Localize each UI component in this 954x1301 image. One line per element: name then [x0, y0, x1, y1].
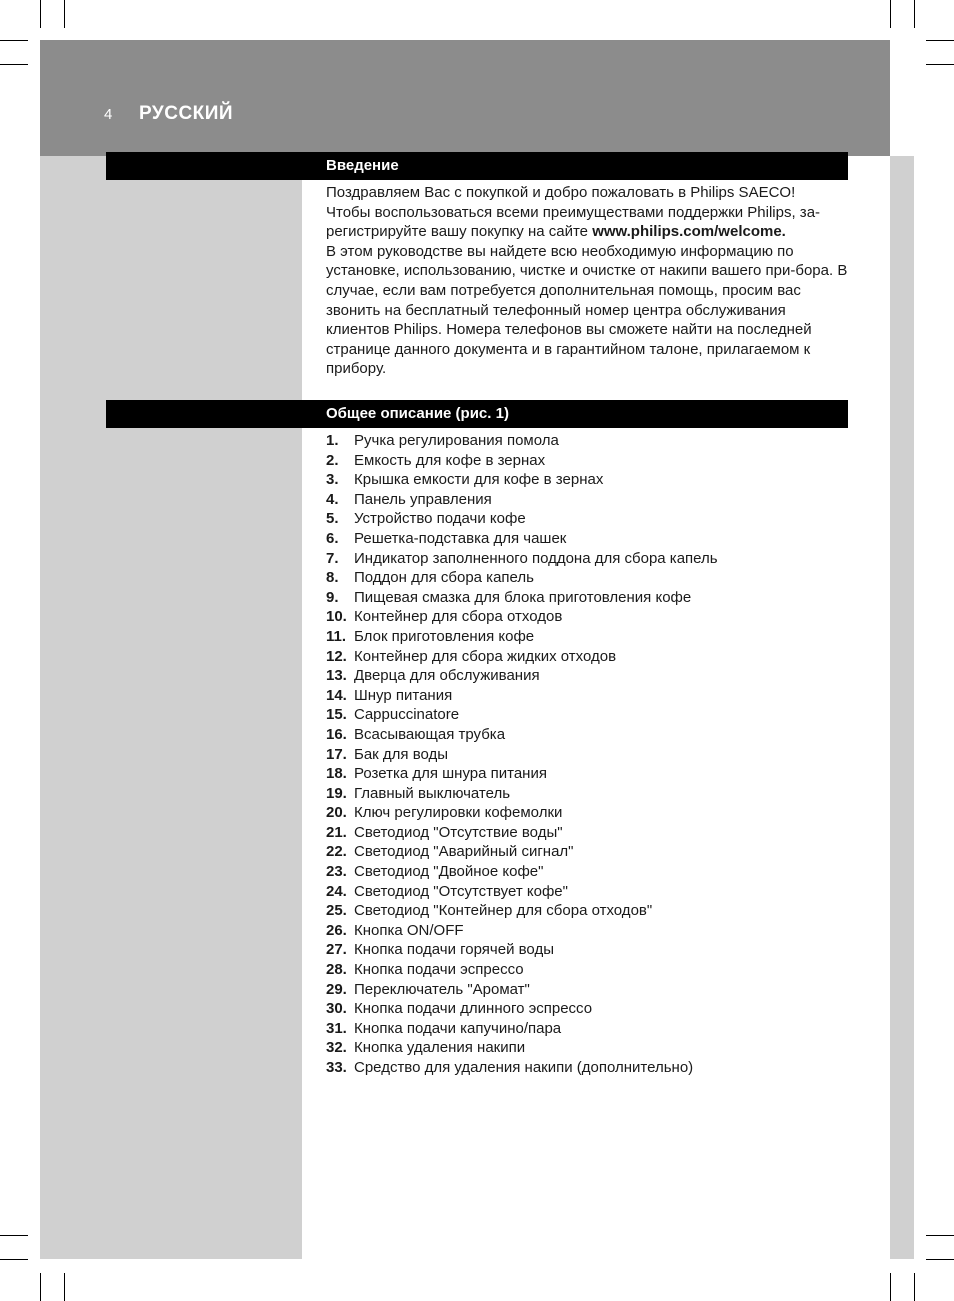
list-item — [326, 568, 718, 588]
list-item — [326, 921, 718, 941]
item-number: 11. — [326, 627, 347, 645]
list-item — [326, 882, 718, 902]
item-text: Кнопка ON/OFF — [354, 921, 464, 939]
list-item — [326, 1019, 718, 1039]
item-text: Средство для удаления накипи (дополнительно) — [354, 1059, 694, 1076]
list-item — [326, 940, 718, 960]
item-text: Кнопка удаления накипи — [354, 1039, 526, 1057]
crop-mark — [40, 0, 41, 28]
item-number: 23. — [326, 863, 347, 881]
item-text: Бак для воды — [354, 745, 449, 763]
crop-mark — [914, 1273, 915, 1301]
item-text: Светодиод "Контейнер для сбора отходов" — [354, 902, 653, 920]
item-text: Кнопка подачи эспрессо — [354, 961, 524, 979]
item-number: 24. — [326, 882, 347, 900]
item-number: 18. — [326, 765, 347, 783]
item-number: 29. — [326, 980, 347, 998]
list-item — [326, 490, 718, 510]
item-number: 10. — [326, 608, 347, 626]
intro-text — [326, 183, 851, 379]
item-number: 14. — [326, 686, 347, 704]
item-text: Крышка емкости для кофе в зернах — [354, 471, 604, 489]
crop-mark — [890, 1273, 891, 1301]
list-item — [326, 901, 718, 921]
list-item — [326, 745, 718, 765]
list-item — [326, 823, 718, 843]
item-text: Шнур питания — [354, 686, 453, 704]
list-item — [326, 588, 718, 608]
list-item — [326, 431, 718, 451]
item-text: Розетка для шнура питания — [354, 765, 547, 783]
item-number: 33. — [326, 1059, 347, 1076]
item-number: 12. — [326, 647, 347, 665]
list-item — [326, 1038, 718, 1058]
item-text: Кнопка подачи горячей воды — [354, 941, 554, 959]
item-number: 17. — [326, 745, 347, 763]
item-text: Решетка-подставка для чашек — [354, 529, 567, 547]
item-text: Блок приготовления кофе — [354, 627, 535, 645]
item-number: 30. — [326, 1000, 347, 1018]
side-strip — [890, 156, 914, 1259]
section-header-intro — [106, 152, 848, 180]
item-text: Поддон для сбора капель — [354, 569, 534, 587]
list-item — [326, 842, 718, 862]
list-item — [326, 607, 718, 627]
item-text: Емкость для кофе в зернах — [354, 451, 546, 469]
item-text: Устройство подачи кофе — [354, 510, 526, 528]
list-item — [326, 980, 718, 1000]
item-text: Индикатор заполненного поддона для сбора капель — [354, 549, 718, 567]
crop-mark — [926, 1259, 954, 1260]
parts-list — [326, 431, 718, 1078]
item-number: 25. — [326, 902, 347, 920]
crop-mark — [926, 64, 954, 65]
crop-mark — [890, 0, 891, 28]
crop-mark — [64, 0, 65, 28]
item-text: Светодиод "Отсутствует кофе" — [354, 882, 568, 900]
list-item — [326, 705, 718, 725]
list-item — [326, 666, 718, 686]
item-number: 5. — [326, 510, 339, 528]
item-number: 27. — [326, 941, 347, 959]
section-title: Введение — [326, 157, 399, 174]
crop-mark — [64, 1273, 65, 1301]
item-number: 3. — [326, 471, 339, 489]
list-item — [326, 1058, 718, 1078]
item-number: 13. — [326, 667, 347, 685]
list-item — [326, 647, 718, 667]
language-title: РУССКИЙ — [139, 103, 234, 124]
item-number: 9. — [326, 588, 339, 606]
crop-mark — [0, 40, 28, 41]
item-text: Светодиод "Двойное кофе" — [354, 863, 544, 881]
item-text: Cappuccinatore — [354, 706, 460, 724]
website-link[interactable]: www.philips.com/welcome. — [592, 223, 786, 241]
item-text: Ручка регулирования помола — [354, 432, 559, 449]
crop-mark — [0, 1235, 28, 1236]
item-number: 26. — [326, 921, 347, 939]
item-number: 22. — [326, 843, 347, 861]
list-item — [326, 451, 718, 471]
item-text: Контейнер для сбора жидких отходов — [354, 647, 617, 665]
item-text: Контейнер для сбора отходов — [354, 608, 563, 626]
item-text: Светодиод "Отсутствие воды" — [354, 823, 563, 841]
list-item — [326, 725, 718, 745]
item-number: 19. — [326, 784, 347, 802]
item-text: Дверца для обслуживания — [354, 667, 540, 685]
list-item — [326, 529, 718, 549]
item-text: Светодиод "Аварийный сигнал" — [354, 843, 574, 861]
item-number: 6. — [326, 529, 339, 547]
item-number: 15. — [326, 706, 347, 724]
item-number: 2. — [326, 451, 339, 469]
page-number: 4 — [104, 106, 113, 123]
crop-mark — [0, 1259, 28, 1260]
item-text: Панель управления — [354, 490, 492, 508]
header-band — [40, 40, 890, 156]
intro-paragraph: В этом руководстве вы найдете всю необходимую информацию по установке, использованию, чистке и очистке от накипи вашего при-бора. В случае, если вам потребуется дополнительная помощь, просим вас звонить на бесплатный телефонный номер центра обслуживания клиентов Philips. Номера телефонов вы сможете найти на последней странице данного документа и в гарантийном талоне, прилагаемом к прибору. — [326, 242, 848, 378]
item-text: Кнопка подачи капучино/пара — [354, 1019, 562, 1037]
item-text: Кнопка подачи длинного эспрессо — [354, 1000, 593, 1018]
list-item — [326, 784, 718, 804]
intro-line: Поздравляем Вас с покупкой и добро пожаловать в Philips SAECO! — [326, 184, 796, 201]
list-item — [326, 686, 718, 706]
left-column — [40, 156, 302, 1259]
crop-mark — [40, 1273, 41, 1301]
list-item — [326, 999, 718, 1019]
list-item — [326, 960, 718, 980]
item-text: Главный выключатель — [354, 784, 511, 802]
item-text: Переключатель "Аромат" — [354, 980, 530, 998]
item-number: 16. — [326, 725, 347, 743]
list-item — [326, 764, 718, 784]
list-item — [326, 862, 718, 882]
item-text: Всасывающая трубка — [354, 725, 506, 743]
crop-mark — [0, 64, 28, 65]
item-text: Ключ регулировки кофемолки — [354, 804, 563, 822]
section-title: Общее описание (рис. 1) — [326, 405, 509, 422]
crop-mark — [926, 40, 954, 41]
item-number: 28. — [326, 961, 347, 979]
item-number: 7. — [326, 549, 339, 567]
crop-mark — [914, 0, 915, 28]
item-number: 1. — [326, 432, 339, 449]
section-header-general — [106, 400, 848, 428]
item-number: 31. — [326, 1019, 347, 1037]
item-number: 8. — [326, 569, 339, 587]
intro-paragraph: Чтобы воспользоваться всеми преимуществами поддержки Philips, за-регистрируйте вашу покупку на сайте www.philips.com/welcome. — [326, 203, 821, 241]
item-number: 4. — [326, 490, 339, 508]
list-item — [326, 549, 718, 569]
list-item — [326, 627, 718, 647]
item-number: 32. — [326, 1039, 347, 1057]
item-number: 21. — [326, 823, 347, 841]
crop-mark — [926, 1235, 954, 1236]
item-text: Пищевая смазка для блока приготовления кофе — [354, 588, 692, 606]
list-item — [326, 803, 718, 823]
list-item — [326, 470, 718, 490]
item-number: 20. — [326, 804, 347, 822]
list-item — [326, 509, 718, 529]
